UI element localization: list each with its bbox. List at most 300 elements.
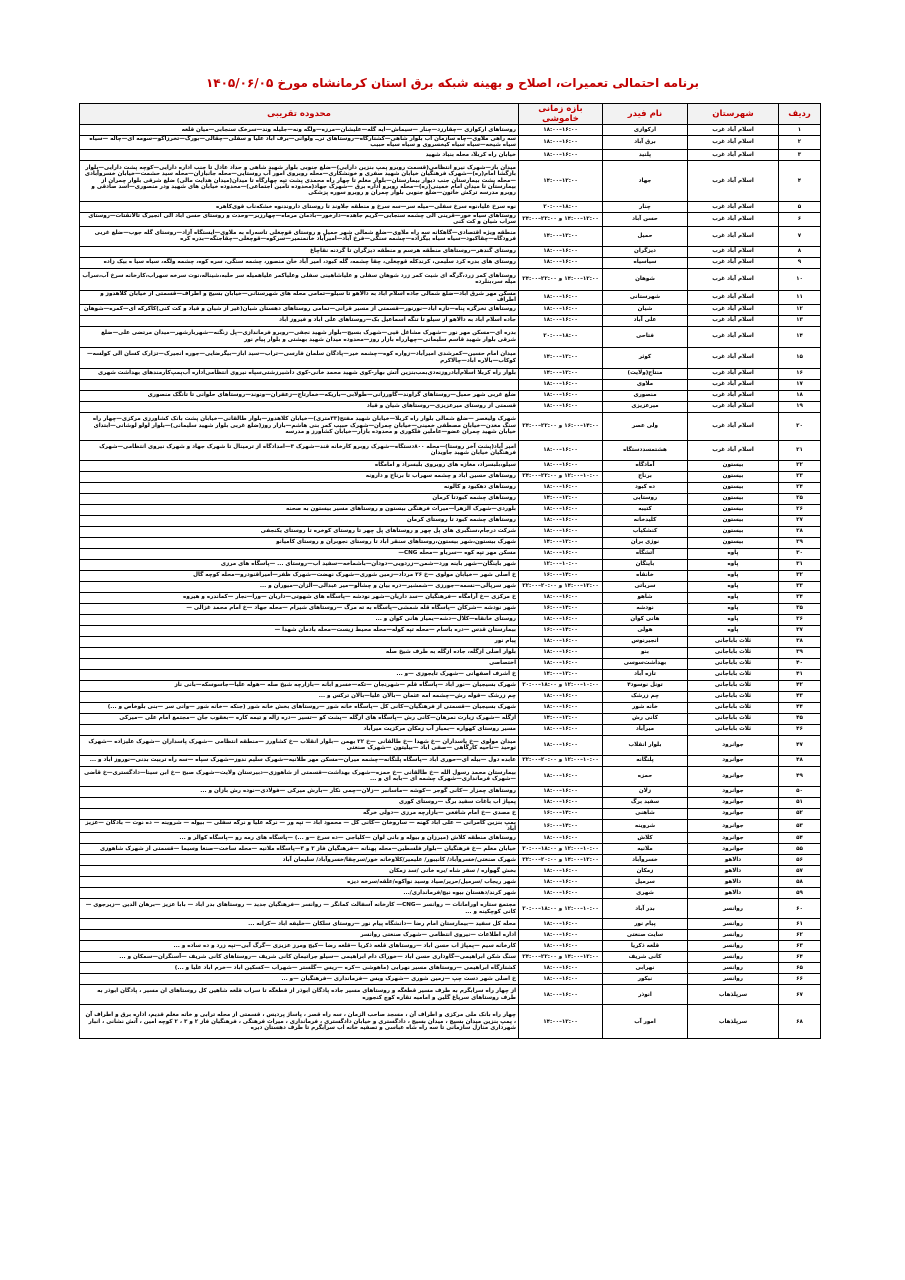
- row-area-cell: شهرک بیستون،شهر بیستون،روستاهای سنقر اباد تا روستای نجوبران و روستای کامیانو: [80, 537, 519, 548]
- table-row: [80, 390, 821, 401]
- row-county-cell: ثلاث باباجانی: [688, 658, 779, 669]
- row-area-cell: امیر آباد(پشت آخر روستا)—محله ۸۰۰دستگاه—شهرک روبرو کارخانه قند—شهرک ۳—امدادگاه از ترمینال تا شهرک جهاد و شهرک نیروی انتظامی—شهرک فرهنگیان خیابان شهید جاویدان: [80, 440, 519, 460]
- row-time-cell: ۱۶:۰۰–۱۸:۰۰: [519, 592, 603, 603]
- row-id-cell: ۵۰: [779, 786, 821, 797]
- row-county-cell: اسلام آباد غرب: [688, 257, 779, 268]
- row-id-cell: ۳۷: [779, 625, 821, 636]
- row-feeder-cell: شهری: [603, 888, 688, 899]
- row-area-cell: روستای های بدره کرد سلیمی، کرندکله قوچعلی، چقا چشمه، گله کبود، امیر آباد خان منصور، چشمه سنگی، سره کوه، چشمه ولگه، سیاه سیا ه بیک زاده: [80, 257, 519, 268]
- row-id-cell: ۲۰: [779, 412, 821, 440]
- row-time-cell: ۱۶:۰۰–۱۸:۰۰: [519, 636, 603, 647]
- row-feeder-cell: شهرستانی: [603, 290, 688, 304]
- row-time-cell: ۱۶:۰۰–۱۸:۰۰: [519, 136, 603, 150]
- row-county-cell: روانسر: [688, 919, 779, 930]
- table-row: [80, 974, 821, 985]
- row-time-cell: ۱۶:۰۰–۱۸:۰۰: [519, 548, 603, 559]
- row-id-cell: ۵۵: [779, 844, 821, 855]
- row-id-cell: ۹: [779, 257, 821, 268]
- row-feeder-cell: آمادگاه: [603, 460, 688, 471]
- document-title: برنامه احتمالی تعمیرات، اصلاح و بهینه شبکه برق استان کرمانشاه مورخ ۱۴۰۵/۰۶/۰۵: [205, 76, 700, 90]
- row-time-cell: ۱۲:۰۰–۱۴:۰۰: [519, 368, 603, 379]
- row-id-cell: ۶۲: [779, 930, 821, 941]
- table-row: [80, 819, 821, 833]
- row-time-cell: ۱۶:۰۰–۱۸:۰۰: [519, 797, 603, 808]
- row-id-cell: ۳۵: [779, 603, 821, 614]
- row-feeder-cell: هولی: [603, 625, 688, 636]
- row-area-cell: میدان امام حسین—کمرشدی امیرآباد—زواره کوه—چشمه خیر—پادگان سلمان فارسی—تراب—سید اباز—بیگرضایی—جوره انجیرک—تزارک کسان الی کولسه—کوکاب—بالاره اباد—چالاکرم: [80, 347, 519, 368]
- row-time-cell: ۱۶:۰۰–۱۸:۰۰: [519, 985, 603, 1005]
- table-row: [80, 930, 821, 941]
- row-county-cell: دالاهو: [688, 855, 779, 866]
- row-county-cell: اسلام آباد غرب: [688, 149, 779, 160]
- row-feeder-cell: شیان: [603, 304, 688, 315]
- row-area-cell: مسکن مهر تپه کوه —سرباو —محله CNG—: [80, 548, 519, 559]
- row-time-cell: ۱۶:۰۰–۱۸:۰۰: [519, 290, 603, 304]
- row-area-cell: روستاهای دهکبود و کالونه: [80, 482, 519, 493]
- row-feeder-cell: سایت صنعتی: [603, 930, 688, 941]
- row-time-cell: ۱۶:۰۰–۱۸:۰۰: [519, 941, 603, 952]
- row-county-cell: جوانرود: [688, 844, 779, 855]
- row-id-cell: ۷: [779, 226, 821, 246]
- row-time-cell: ۱۸:۰۰–۲۰:۰۰: [519, 326, 603, 347]
- row-time-cell: ۱۶:۰۰–۱۸:۰۰: [519, 766, 603, 786]
- row-feeder-cell: میرعزیزی: [603, 401, 688, 412]
- row-feeder-cell: نهرابی: [603, 963, 688, 974]
- row-area-cell: ضلع غربی شهر حمیل—روستاهای گراوند—گاورزانی—طولابی—باریکه—خمارتاج—زعفران—ونوند—روستاهای حلوانی تا تانگک منصوری: [80, 390, 519, 401]
- row-feeder-cell: پلنگانه: [603, 755, 688, 766]
- row-area-cell: شهر باینگان—شهر باینه ورد—شمن—زردویی—دودان—باشماخه—سفید اب—روستای ... —پاسگاه های مرزی: [80, 559, 519, 570]
- row-time-cell: ۱۶:۰۰–۱۸:۰۰: [519, 149, 603, 160]
- row-area-cell: شهرک صنعتی/خسروآباد/ کانیبور/ علیمیر/کلاوخانه خور/سرچقا/خسروآباد/ سلیمان آباد: [80, 855, 519, 866]
- row-area-cell: پیام نور: [80, 636, 519, 647]
- row-id-cell: ۱۸: [779, 390, 821, 401]
- row-area-cell: مسکن مهر شرق اباد—ضلع شمالی جاده اسلام اباد به دالاهو تا سیلو—تمامی محله های شهرستانی—خیابان بسیج و اطراف—قسمتی از خیابان کلاهدوز و اطراف: [80, 290, 519, 304]
- row-county-cell: اسلام آباد غرب: [688, 246, 779, 257]
- row-time-cell: ۱۶:۰۰–۱۸:۰۰: [519, 526, 603, 537]
- row-time-cell: ۱۶:۰۰–۱۸:۰۰: [519, 515, 603, 526]
- table-row: [80, 368, 821, 379]
- row-feeder-cell: امور آب: [603, 1005, 688, 1039]
- row-feeder-cell: کنشکیاب: [603, 526, 688, 537]
- row-time-cell: ۱۲:۰۰–۱۴:۰۰: [519, 493, 603, 504]
- table-row: [80, 833, 821, 844]
- table-row: [80, 559, 821, 570]
- row-time-cell: ۱۲:۰۰–۱۴:۰۰: [519, 713, 603, 724]
- table-row: [80, 919, 821, 930]
- row-id-cell: ۳: [779, 149, 821, 160]
- row-id-cell: ۶۰: [779, 899, 821, 919]
- row-feeder-cell: حمیل: [603, 226, 688, 246]
- row-id-cell: ۸: [779, 246, 821, 257]
- row-time-cell: ۱۶:۰۰–۱۸:۰۰: [519, 658, 603, 669]
- table-row: [80, 899, 821, 919]
- row-time-cell: ۱۶:۰۰–۱۸:۰۰: [519, 401, 603, 412]
- row-county-cell: اسلام آباد غرب: [688, 136, 779, 150]
- row-feeder-cell: منتاج(ولایت): [603, 368, 688, 379]
- row-area-cell: بیمارستان محمد رسول الله —خ طالقانی —خ حمزه—شهرک بهداشت—قسمتی از شاهوزی—دبیرستان ولایت—شهرک صبح —خ ابن سینا—دادگستری—خ قاضی—شهرک فرمانداری—شهرک چشمه ای —بابه ای و ...: [80, 766, 519, 786]
- row-feeder-cell: پیام نور: [603, 919, 688, 930]
- row-feeder-cell: کانی رش: [603, 713, 688, 724]
- row-time-cell: ۱۴:۰۰–۱۶:۰۰: [519, 603, 603, 614]
- row-time-cell: ۱۲:۰۰–۱۴:۰۰: [519, 160, 603, 201]
- row-county-cell: اسلام آباد غرب: [688, 125, 779, 136]
- row-feeder-cell: بهداشت‌سوسی: [603, 658, 688, 669]
- table-row: [80, 963, 821, 974]
- row-area-cell: میدان مولوی —خ پاسداران —خ شهدا —خ طالقانی —خ ۲۲ بهمن —بلوار انقلاب —خ کشاورز —منطقه انتظامی —شهرک پاسداران —شهرک علیزاده —شهرک توحید —ناحیه کارگاهی —صفی اباد —بیلیتون —شهرک صنعتی: [80, 735, 519, 755]
- row-time-cell: ۱۴:۰۰–۱۶:۰۰: [519, 570, 603, 581]
- row-id-cell: ۵۶: [779, 855, 821, 866]
- row-area-cell: کارخانه سیم —پمپاژ اب حسن اباد —روستاهای قلعه ذکریا —قلعه رضا —کیج ومرز عزیزی —گرگ آبی—تپه زرد و ده ساده و ...: [80, 941, 519, 952]
- row-id-cell: ۶۳: [779, 941, 821, 952]
- row-area-cell: روستاهای چشمه کبودتا کرمان: [80, 493, 519, 504]
- row-feeder-cell: سفید برگ: [603, 797, 688, 808]
- row-feeder-cell: هانی کوان: [603, 614, 688, 625]
- row-time-cell: ۱۶:۰۰–۱۸:۰۰: [519, 614, 603, 625]
- row-id-cell: ۵۲: [779, 808, 821, 819]
- row-id-cell: ۴: [779, 160, 821, 201]
- header-time: بازه زمانی خاموشی: [519, 104, 603, 125]
- row-time-cell: ۱۰:۰۰–۱۲:۰۰ و ۲۲:۰۰–۲۴:۰۰: [519, 471, 603, 482]
- row-time-cell: ۱۶:۰۰–۱۸:۰۰: [519, 390, 603, 401]
- row-time-cell: ۱۴:۰۰–۱۶:۰۰: [519, 819, 603, 833]
- row-area-cell: پمپاژ اب باغات سفید برگ —روستای کوری: [80, 797, 519, 808]
- row-area-cell: چهار راه بانک ملی مرکزی و اطراف آن ، مسجد صاحب الزمان ، سه راه قصر ، پاساژ پردیس ، قسمتی از محله ترابی و خانه معلم قدیم، اداره برق و اطراف آن ، پمپ بنزین میدان بسیج ، میدان بسیج ، دادگستری و خیابان دادگستری ، فرمانداری ، میراث فرهنگی ، فرهنگیان فاز ۲ و ۳ ، ۲ کوچه امین ، آتش نشانی ، انبار شهرداری منازل سازمانی تا سه راه شاه عباسی و تصفیه خانه اب سرابگرم تا طرف دهستان دیره: [80, 1005, 519, 1039]
- row-feeder-cell: انجیرنوس: [603, 636, 688, 647]
- row-area-cell: خیابان راه کربلا، محله بنیاد شهید: [80, 149, 519, 160]
- row-feeder-cell: ده کبود: [603, 482, 688, 493]
- row-county-cell: بیستون: [688, 482, 779, 493]
- row-id-cell: ۵۸: [779, 877, 821, 888]
- row-id-cell: ۴۹: [779, 766, 821, 786]
- row-feeder-cell: فتاحی: [603, 326, 688, 347]
- table-row: [80, 201, 821, 212]
- row-time-cell: ۱۶:۰۰–۱۸:۰۰: [519, 888, 603, 899]
- row-county-cell: روانسر: [688, 963, 779, 974]
- row-area-cell: روستاهای ارکوازی —چقارزد—چنار —سیماش—ایه گله—علیشان—مرزه—ولگه ونه—جلیله وند—سرخک سنجابی—میان قلعه: [80, 125, 519, 136]
- row-id-cell: ۴۱: [779, 669, 821, 680]
- table-row: [80, 212, 821, 226]
- row-feeder-cell: زلان: [603, 786, 688, 797]
- row-county-cell: بیستون: [688, 537, 779, 548]
- row-time-cell: ۱۶:۰۰–۱۸:۰۰: [519, 440, 603, 460]
- row-time-cell: ۱۶:۰۰–۱۸:۰۰: [519, 919, 603, 930]
- row-time-cell: ۱۶:۰۰–۱۸:۰۰: [519, 304, 603, 315]
- row-feeder-cell: باینگان: [603, 559, 688, 570]
- row-area-cell: سیلو،بلبسراد، مغازه های روبروی بلبسراد و امامگاه: [80, 460, 519, 471]
- row-id-cell: ۲۴: [779, 482, 821, 493]
- row-id-cell: ۶۵: [779, 963, 821, 974]
- row-area-cell: قسمتی از روستای میرعزیزی—روستاهای شیان و قباد: [80, 401, 519, 412]
- row-feeder-cell: روستایی: [603, 493, 688, 504]
- row-county-cell: اسلام آباد غرب: [688, 440, 779, 460]
- row-feeder-cell: کوثر: [603, 347, 688, 368]
- outage-schedule-table: [79, 103, 821, 1039]
- row-county-cell: ثلاث باباجانی: [688, 724, 779, 735]
- row-area-cell: محله کل سفید —بیمارستان امام رضا —دانشگاه پیام نور —روستای سلکان —خلیفه اباد —کرانه ...: [80, 919, 519, 930]
- table-row: [80, 766, 821, 786]
- row-feeder-cell: ملانیه: [603, 844, 688, 855]
- row-feeder-cell: بنو: [603, 647, 688, 658]
- row-feeder-cell: انوذر: [603, 985, 688, 1005]
- row-county-cell: دالاهو: [688, 866, 779, 877]
- row-time-cell: ۱۶:۰۰–۱۸:۰۰: [519, 482, 603, 493]
- row-time-cell: ۱۴:۰۰–۱۶:۰۰: [519, 625, 603, 636]
- row-id-cell: ۲۹: [779, 537, 821, 548]
- row-time-cell: ۱۴:۰۰–۱۶:۰۰: [519, 808, 603, 819]
- row-id-cell: ۵: [779, 201, 821, 212]
- row-area-cell: اداره اطلاعات —نیروی انتظامی —شهرک صنعتی روانسر: [80, 930, 519, 941]
- row-county-cell: جوانرود: [688, 833, 779, 844]
- row-county-cell: سرپلذهاب: [688, 1005, 779, 1039]
- row-feeder-cell: شروینه: [603, 819, 688, 833]
- row-time-cell: ۱۲:۰۰–۱۴:۰۰: [519, 226, 603, 246]
- row-feeder-cell: علی آباد: [603, 315, 688, 326]
- row-county-cell: ثلاث باباجانی: [688, 702, 779, 713]
- row-time-cell: ۱۶:۰۰–۱۸:۰۰: [519, 257, 603, 268]
- row-feeder-cell: ولی عصر: [603, 412, 688, 440]
- row-id-cell: ۳۴: [779, 592, 821, 603]
- row-time-cell: ۱۰:۰۰–۱۲:۰۰ و ۱۸:۰۰–۲۰:۰۰: [519, 680, 603, 691]
- row-area-cell: خ اصلی شهر دست چپ —زمین شوری —شهرک ویس —فرمانداری —فرهنگیان —و ...: [80, 974, 519, 985]
- row-time-cell: ۱۲:۰۰–۱۴:۰۰: [519, 669, 603, 680]
- row-id-cell: ۱۰: [779, 268, 821, 290]
- table-row: [80, 866, 821, 877]
- header-county: شهرستان: [688, 104, 779, 125]
- row-feeder-cell: ملاوی: [603, 379, 688, 390]
- row-area-cell: عابده دول —بیله ای—حوری اباد —پاسگاه پلنگانه—چشمه میران—مسکن مهر طلانیه—شهرک سلیم ندوز—شهرک سپاه —سه راه تربیت بدنی—نوروز اباد و ...: [80, 755, 519, 766]
- row-county-cell: اسلام آباد غرب: [688, 401, 779, 412]
- row-time-cell: ۱۶:۰۰–۱۸:۰۰: [519, 866, 603, 877]
- table-row: [80, 614, 821, 625]
- table-row: [80, 877, 821, 888]
- row-area-cell: شرکت درجام،سنگبری های پل چهر و روستاهای پل چهر تا روستای کوخره تا روستای یکنجفی: [80, 526, 519, 537]
- row-county-cell: ثلاث باباجانی: [688, 647, 779, 658]
- row-time-cell: ۱۲:۰۰–۱۴:۰۰: [519, 1005, 603, 1039]
- row-county-cell: اسلام آباد غرب: [688, 226, 779, 246]
- table-row: [80, 592, 821, 603]
- table-row: [80, 226, 821, 246]
- row-county-cell: ثلاث باباجانی: [688, 691, 779, 702]
- row-id-cell: ۴۳: [779, 691, 821, 702]
- row-county-cell: روانسر: [688, 974, 779, 985]
- table-row: [80, 460, 821, 471]
- row-id-cell: ۱۱: [779, 290, 821, 304]
- row-county-cell: اسلام آباد غرب: [688, 412, 779, 440]
- row-county-cell: اسلام آباد غرب: [688, 201, 779, 212]
- table-row: [80, 658, 821, 669]
- table-row: [80, 493, 821, 504]
- table-row: [80, 669, 821, 680]
- row-feeder-cell: تازه آباد: [603, 669, 688, 680]
- row-area-cell: روستاهای چمزار —کانی گوجر —کوشه —ماسانبر —زلان—چمی نکار —بارش میرکی —فولادی—نوده رش بازان و ...: [80, 786, 519, 797]
- row-county-cell: اسلام آباد غرب: [688, 315, 779, 326]
- row-time-cell: ۱۶:۰۰–۱۸:۰۰: [519, 125, 603, 136]
- row-feeder-cell: زمکان: [603, 866, 688, 877]
- table-row: [80, 326, 821, 347]
- row-feeder-cell: نیکور: [603, 974, 688, 985]
- table-header-row: [80, 104, 821, 125]
- row-county-cell: پاوه: [688, 548, 779, 559]
- row-feeder-cell: کلاش: [603, 833, 688, 844]
- table-row: [80, 755, 821, 766]
- row-county-cell: اسلام آباد غرب: [688, 160, 779, 201]
- header-area: محدوده تقریبی: [80, 104, 519, 125]
- row-county-cell: جوانرود: [688, 819, 779, 833]
- row-county-cell: اسلام آباد غرب: [688, 368, 779, 379]
- row-feeder-cell: برناج: [603, 471, 688, 482]
- row-feeder-cell: حسن آباد: [603, 212, 688, 226]
- row-time-cell: ۱۶:۰۰–۱۸:۰۰: [519, 974, 603, 985]
- row-area-cell: سنگ شکن ابراهیمی—گاوداری حسن اباد —خوراک دام ابراهیمی —سیلو جراتیمان کانی شریف —روستاهای کانی شریف —آسنگران—سمکان و ...: [80, 952, 519, 963]
- table-row: [80, 888, 821, 899]
- row-area-cell: بخش گهواره / سفر شاه /بره خانی /سد زمکان: [80, 866, 519, 877]
- table-row: [80, 797, 821, 808]
- row-time-cell: ۱۶:۰۰–۱۸:۰۰: [519, 702, 603, 713]
- row-area-cell: بلوردی—شهرک الزهرا—میراث فرهنگی بیستون و روستاهای مسیر بیستون به صحنه: [80, 504, 519, 515]
- row-county-cell: بیستون: [688, 460, 779, 471]
- row-time-cell: ۱۲:۰۰–۱۴:۰۰ و ۲۲:۰۰–۲۴:۰۰: [519, 268, 603, 290]
- row-county-cell: دالاهو: [688, 888, 779, 899]
- row-id-cell: ۴۵: [779, 713, 821, 724]
- row-feeder-cell: کتیبه: [603, 504, 688, 515]
- row-time-cell: ۱۲:۰۰–۱۴:۰۰: [519, 537, 603, 548]
- row-area-cell: ازگله —شهرک زیارت نمرهان—کانی رش —پاسگاه های ازگله —پشت کو —تسیر —دره زاله و تیمه کاره —بعقوب جان —مجتمع امام علی —میرکی: [80, 713, 519, 724]
- row-area-cell: روستاهای چشمه کبود تا روستای کرمان: [80, 515, 519, 526]
- row-id-cell: ۲۸: [779, 526, 821, 537]
- row-id-cell: ۶: [779, 212, 821, 226]
- row-id-cell: ۱۳: [779, 315, 821, 326]
- row-id-cell: ۴۲: [779, 680, 821, 691]
- row-area-cell: کشتارگاه ابراهیمی —روستاهای مسیر نهرابی (ماهوشی —کره —ریس —گلستر —شهراب —کسکین اباد —خرم اباد علیا و ...): [80, 963, 519, 974]
- row-id-cell: ۲۵: [779, 493, 821, 504]
- row-time-cell: ۱۶:۰۰–۱۸:۰۰: [519, 833, 603, 844]
- row-area-cell: بدره ای—مسکن مهر نور —شهرک مشاغل قیی—شهرک بسیج—بلوار شهید نجفی—روبرو فرماندازی—پل زنگنه—شهربارشهر—میدان مرتضی علی—ضلع شرقی بلوار شهید قاسم سلیمانی—چهارراه بازار روز—محدوده میدان شهید بهشتی و بلوار پیام نور: [80, 326, 519, 347]
- table-row: [80, 735, 821, 755]
- table-row: [80, 246, 821, 257]
- row-id-cell: ۴۸: [779, 755, 821, 766]
- row-time-cell: ۱۶:۰۰–۱۸:۰۰: [519, 877, 603, 888]
- table-row: [80, 570, 821, 581]
- row-county-cell: اسلام آباد غرب: [688, 326, 779, 347]
- row-id-cell: ۱۹: [779, 401, 821, 412]
- row-id-cell: ۲۳: [779, 471, 821, 482]
- row-area-cell: پمپ بنزین کامرانی — علی اباد کهنه — ساروخان —کانی کل — محمود اباد — تپه ور — نرگه علیا و نرگه سفلی — بیوله — شروینه — ده نوت — بادکان —عزیز اباد: [80, 819, 519, 833]
- row-area-cell: مجتمع ستاره اورامانات — روانسر —CNG— کارخانه آسفالت کمانگر — روانسر —فرهنگیان جدید — روستاهای بدر اباد — بابا عزیز —برهان الدین —زیرجوی —کانی کوچکینه و ...: [80, 899, 519, 919]
- row-county-cell: روانسر: [688, 952, 779, 963]
- header-feeder: نام فیدر: [603, 104, 688, 125]
- row-feeder-cell: میرآباد: [603, 724, 688, 735]
- table-row: [80, 844, 821, 855]
- row-county-cell: بیستون: [688, 515, 779, 526]
- row-id-cell: ۶۷: [779, 985, 821, 1005]
- table-row: [80, 713, 821, 724]
- row-time-cell: ۱۶:۰۰–۱۸:۰۰: [519, 460, 603, 471]
- table-row: [80, 471, 821, 482]
- row-time-cell: ۱۶:۰۰–۱۸:۰۰: [519, 315, 603, 326]
- table-row: [80, 985, 821, 1005]
- row-feeder-cell: منصوری: [603, 390, 688, 401]
- table-row: [80, 537, 821, 548]
- row-county-cell: جوانرود: [688, 755, 779, 766]
- row-id-cell: ۲: [779, 136, 821, 150]
- row-area-cell: مسیر روستای کهواره —بمیاز آب زمکان مرکزیت میرآباد: [80, 724, 519, 735]
- row-area-cell: خ مرکزی —خ آرامگاه —فرهنگیان —سد داریان—شهر نودشه —پاسگاه های شهوتی—داریان —ورا—نجار —کماندره و هیروه: [80, 592, 519, 603]
- row-id-cell: ۲۲: [779, 460, 821, 471]
- row-county-cell: پاوه: [688, 625, 779, 636]
- row-time-cell: ۱۶:۰۰–۱۸:۰۰: [519, 735, 603, 755]
- row-county-cell: ثلاث باباجانی: [688, 636, 779, 647]
- row-id-cell: ۴۶: [779, 724, 821, 735]
- row-area-cell: خ مصدی —خ امام شافعی —بازارچه مرزی —دولی خرگه: [80, 808, 519, 819]
- table-row: [80, 412, 821, 440]
- table-row: [80, 440, 821, 460]
- row-id-cell: ۱۴: [779, 326, 821, 347]
- row-area-cell: بیمارستان قدس —دره باسام —محله تپه کوله—محله محیط زیست—محله بادمان شهدا —: [80, 625, 519, 636]
- row-feeder-cell: چنار: [603, 201, 688, 212]
- row-area-cell: خ اشرف اصفهانی —شهرک تایجوزی —و ...: [80, 669, 519, 680]
- row-county-cell: اسلام آباد غرب: [688, 347, 779, 368]
- table-row: [80, 808, 821, 819]
- row-feeder-cell: قلعه ذکریا: [603, 941, 688, 952]
- row-feeder-cell: شوهان: [603, 268, 688, 290]
- row-county-cell: اسلام آباد غرب: [688, 290, 779, 304]
- row-feeder-cell: نودشه: [603, 603, 688, 614]
- row-area-cell: شهر نودشه —شرکان —پاسگاه قله شمشی—پاسگاه به ته مرگ —روستاهای شیرام —محله جهاد —خ امام محمد غزالی —: [80, 603, 519, 614]
- table-row: [80, 347, 821, 368]
- row-feeder-cell: حمزه: [603, 766, 688, 786]
- row-id-cell: ۱: [779, 125, 821, 136]
- row-time-cell: ۱۰:۰۰–۱۲:۰۰ و ۲۰:۰۰–۲۲:۰۰: [519, 755, 603, 766]
- row-time-cell: ۱۰:۰۰–۱۲:۰۰: [519, 559, 603, 570]
- table-row: [80, 149, 821, 160]
- row-time-cell: ۱۸:۰۰–۲۰:۰۰: [519, 201, 603, 212]
- row-county-cell: روانسر: [688, 899, 779, 919]
- row-county-cell: پاوه: [688, 559, 779, 570]
- row-id-cell: ۶۴: [779, 952, 821, 963]
- row-county-cell: سرپلذهاب: [688, 985, 779, 1005]
- row-county-cell: بیستون: [688, 526, 779, 537]
- row-area-cell: چم زرشک —قوله رش—چشمه امه عثمان —بالان علیا—بالان ترکس و ...: [80, 691, 519, 702]
- row-area-cell: اختصاصی: [80, 658, 519, 669]
- row-id-cell: ۳۳: [779, 581, 821, 592]
- table-row: [80, 526, 821, 537]
- row-area-cell: سه راهی ملاوی—چاه سازمان آب بلوار شاهی—کشتارگاه—روستاهای ترــ ولوانی—برف آباد علیا و سفلی—چقالی—بورگ—تخرزاکو—سومه ای—چاله —سیاه سیاه شیخه—سیاه سیاه کیخسروی و سیاه سیاه حبیب: [80, 136, 519, 150]
- table-row: [80, 581, 821, 592]
- table-row: [80, 401, 821, 412]
- row-county-cell: روانسر: [688, 941, 779, 952]
- row-county-cell: جوانرود: [688, 766, 779, 786]
- row-county-cell: بیستون: [688, 493, 779, 504]
- row-feeder-cell: خانقاه: [603, 570, 688, 581]
- row-time-cell: ۱۲:۰۰–۱۴:۰۰ و ۲۰:۰۰–۲۲:۰۰: [519, 581, 603, 592]
- row-county-cell: پاوه: [688, 581, 779, 592]
- row-time-cell: ۱۰:۰۰–۱۲:۰۰ و ۱۸:۰۰–۲۰:۰۰: [519, 844, 603, 855]
- row-feeder-cell: خانه شور: [603, 702, 688, 713]
- table-row: [80, 136, 821, 150]
- row-time-cell: ۱۲:۰۰–۱۴:۰۰ و ۲۰:۰۰–۲۲:۰۰: [519, 855, 603, 866]
- table-row: [80, 625, 821, 636]
- row-feeder-cell: جهاد: [603, 160, 688, 201]
- row-area-cell: [80, 379, 519, 390]
- row-county-cell: اسلام آباد غرب: [688, 390, 779, 401]
- row-area-cell: شهر سرپالی—نسمه—جورزی —شمشیر—دره بیان و چشالو—میر عبدالی—الزان—میوران و ...: [80, 581, 519, 592]
- row-id-cell: ۴۴: [779, 702, 821, 713]
- row-id-cell: ۳۹: [779, 647, 821, 658]
- row-county-cell: اسلام آباد غرب: [688, 304, 779, 315]
- row-time-cell: ۱۰:۰۰–۱۲:۰۰ و ۱۸:۰۰–۲۰:۰۰: [519, 899, 603, 919]
- row-time-cell: ۱۶:۰۰–۱۸:۰۰: [519, 504, 603, 515]
- row-feeder-cell: سیاسیاه: [603, 257, 688, 268]
